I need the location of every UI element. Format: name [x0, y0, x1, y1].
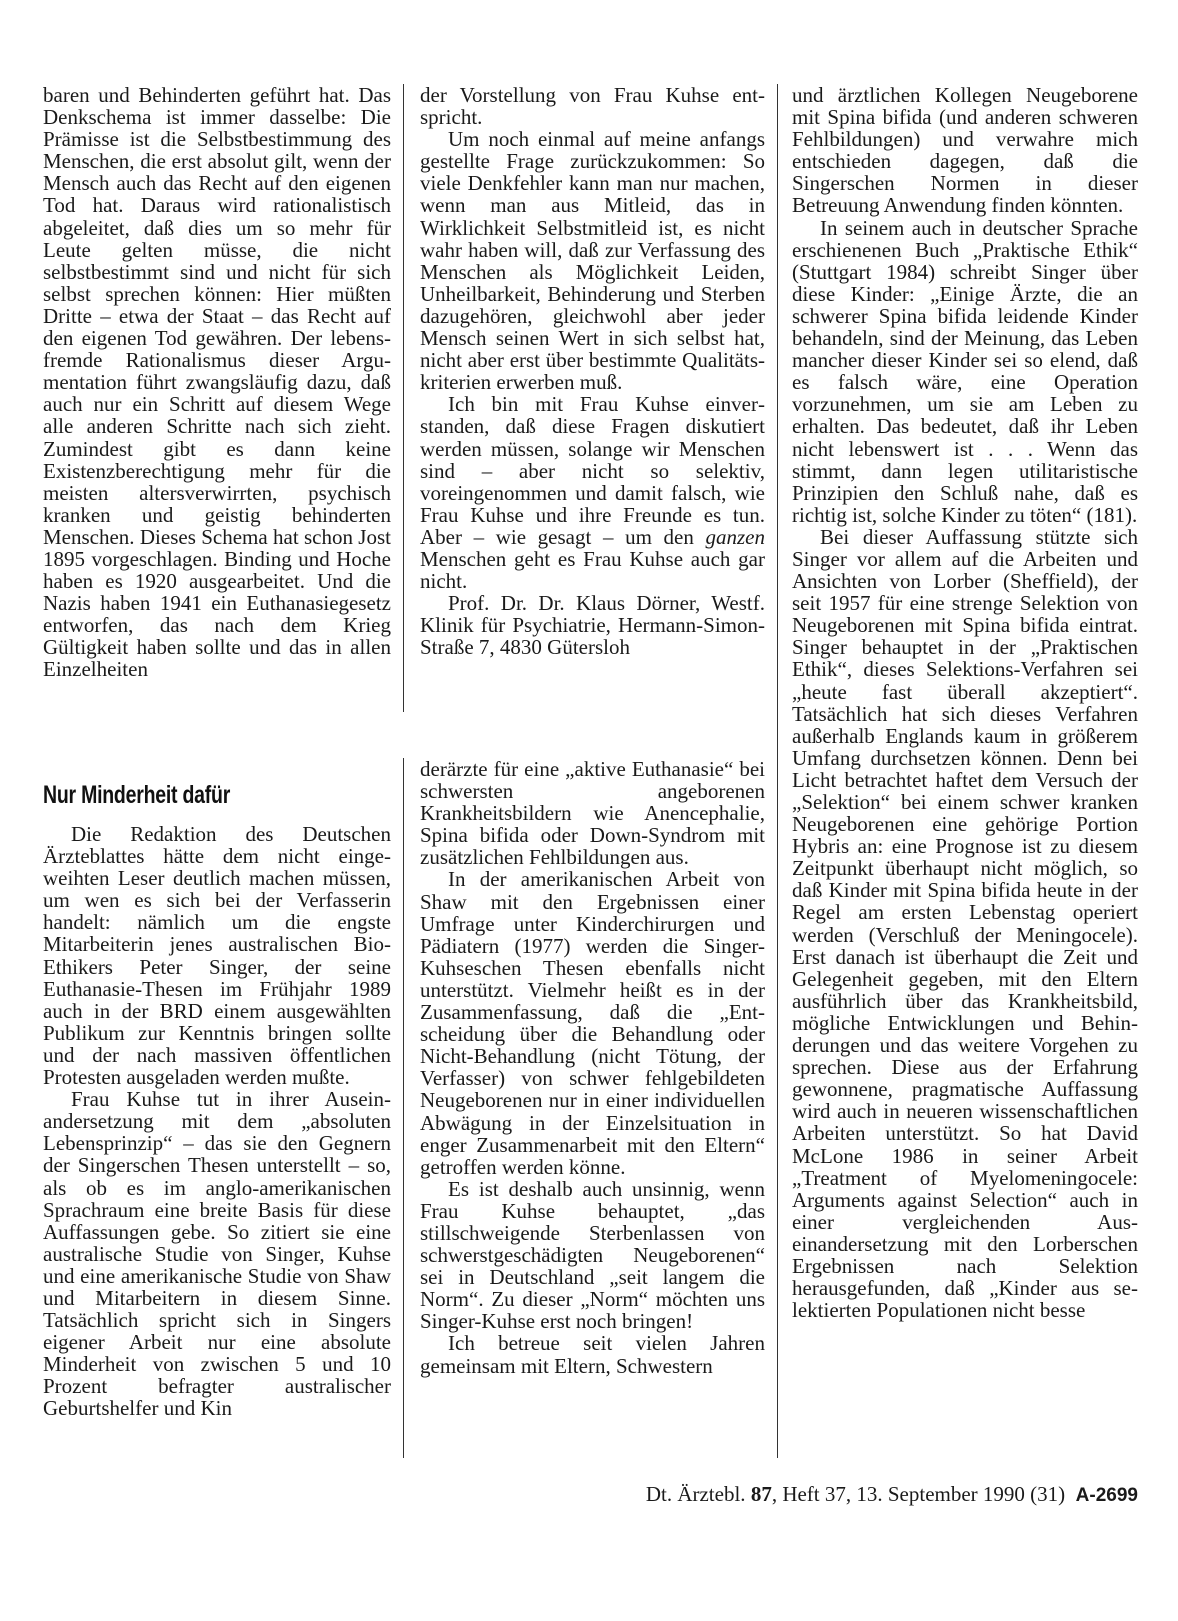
issue-date: , Heft 37, 13. September 1990 (31) [771, 1482, 1066, 1506]
page-number: A-2699 [1075, 1485, 1138, 1506]
column-1-top [43, 84, 391, 681]
paragraph: Es ist deshalb auch unsinnig, wenn Frau Kuhse behauptet, „das stillschweigende Sterbenlassen von schwerstgeschädigten Neugeborenen“ sei in Deutschland „seit langem die Norm“. Zu dieser „Norm“ möchten uns Singer-Kuhse erst noch bringen! [420, 1176, 765, 1334]
paragraph: Ich betreue seit vielen Jahren gemeinsam mit Eltern, Schwestern [420, 1331, 765, 1378]
column-rule [403, 84, 404, 712]
volume: 87 [750, 1482, 772, 1506]
paragraph: derärzte für eine „aktive Euthanasie“ bei schwersten angeborenen Krankheitsbildern wie Anencephalie, Spina bifida oder Down-Syndrom mit zusätzlichen Fehlbildungen aus. [420, 757, 765, 870]
paragraph-text: Menschen geht es Frau Kuhse auch gar nicht. [420, 546, 765, 594]
paragraph: baren und Behinderten geführt hat. Das Denkschema ist immer dasselbe: Die Prämisse ist die Selbstbestimmung des Menschen, die erst absolut gilt, wenn der Mensch auch das Recht auf den eigenen Tod hat. Daraus wird rationalistisch abgeleitet, daß dies um so mehr für Leute gelten müsse, die nicht selbstbestimmt sind und nicht für sich selbst sprechen können: Hier müßten Dritte – etwa der Staat – das Recht auf den eigenen Tod gewähren. Der lebensfremde Rationalismus dieser Argumentation führt zwangsläufig dazu, daß auch nur ein Schritt auf diesem Wege alle anderen Schritte nach sich zieht. Zumindest gibt es dann keine Existenzberechtigung mehr für die meisten altersverwirrten, psychisch kranken und geistig behinderten Menschen. Dieses Schema hat schon Jost 1895 vorgeschlagen. Binding und Hoche haben es 1920 ausgearbeitet. Und die Nazis haben 1941 ein Euthanasiegesetz entworfen, das nach dem Krieg Gültigkeit haben sollte und das in allen Einzelheiten [43, 83, 391, 682]
paragraph: der Vorstellung von Frau Kuhse entspricht. [420, 83, 765, 130]
paragraph: In seinem auch in deutscher Sprache erschienenen Buch „Praktische Ethik“ (Stuttgart 1984) schreibt Singer über diese Kinder: „Einige Ärzte, die an schwerer Spina bifida leidende Kinder behandeln, sind der Meinung, das Leben mancher dieser Kinder sei so elend, daß es falsch wäre, eine Operation vorzunehmen, um sie am Leben zu erhalten. Das bedeutet, daß ihr Leben nicht lebenswert ist . . . Wenn das stimmt, dann legen utilitaristische Prinzipien den Schluß nahe, daß es richtig ist, solche Kinder zu töten“ (181). [792, 215, 1138, 527]
paragraph: Um noch einmal auf meine anfangs gestellte Frage zurückzukommen: So viele Denkfehler kann man nur machen, wenn man aus Mitleid, das in Wirklichkeit Selbstmitleid ist, es nicht wahr haben will, daß zur Verfassung des Menschen als Möglichkeit Leiden, Unheilbarkeit, Behinderung und Sterben dazugehören, gleichwohl aber jeder Mensch seinen Wert in sich selbst hat, nicht aber erst über bestimmte Qualitätskriterien erwerben muß. [420, 127, 765, 395]
column-rule [403, 758, 404, 1458]
paragraph: In der amerikanischen Arbeit von Shaw mit den Ergebnissen einer Umfrage unter Kinderchirurgen und Pädiatern (1977) werden die Singer-Kuhseschen Thesen ebenfalls nicht unterstützt. Vielmehr heißt es in der Zusammenfassung, daß die „Entscheidung über die Behandlung oder Nicht-Behandlung (nicht Tötung, der Verfasser) von schwer fehlgebildeten Neugeborenen nur in einer individuellen Abwägung in der Einzelsituation in enger Zusammenarbeit mit den Eltern“ getroffen werden könne. [420, 867, 765, 1179]
column-1-bottom [43, 823, 391, 1420]
section-heading: Nur Minderheit dafür [43, 781, 231, 809]
column-rule [777, 84, 778, 1458]
signature: Prof. Dr. Dr. Klaus Dörner, Westf. Klinik für Psychiatrie, Hermann-Simon-Straße 7, 4830 Gütersloh [420, 591, 765, 660]
paragraph [420, 393, 765, 592]
journal-name: Dt. Ärztebl. [645, 1482, 746, 1506]
page-footer [600, 1482, 1138, 1508]
paragraph: Die Redaktion des Deutschen Ärzteblattes hätte dem nicht eingeweihten Leser deutlich machen müssen, um wen es sich bei der Verfasserin handelt: nämlich um die engste Mitarbeiterin jenes australischen Bio-Ethikers Peter Singer, der seine Euthanasie-Thesen im Frühjahr 1989 auch in der BRD einem ausgewählten Publikum zur Kenntnis bringen sollte und der nach massiven öffentlichen Protesten ausgeladen werden mußte. [43, 822, 391, 1090]
paragraph: Bei dieser Auffassung stützte sich Singer vor allem auf die Arbeiten und Ansichten von Lorber (Sheffield), der seit 1957 für eine strenge Selektion von Neugeborenen mit Spina bifida eintrat. Singer behauptet in der „Praktischen Ethik“, dieses Selektions-Verfahren sei „heute fast überall akzeptiert“. Tatsächlich hat sich dieses Verfahren außerhalb Englands kaum in größerem Umfang durchsetzen können. Denn bei Licht betrachtet haftet dem Versuch der „Selektion“ bei einem schwer kranken Neugeborenen eine gehörige Portion Hybris an: eine Prognose ist zu diesem Zeitpunkt überhaupt nicht möglich, so daß Kinder mit Spina bifida heute in der Regel am ersten Lebenstag operiert werden (Verschluß der Meningocele). Erst danach ist überhaupt die Zeit und Gelegenheit gegeben, mit den Eltern ausführlich über das Krankheitsbild, mögliche Entwicklungen und Behinderungen und das weitere Vorgehen zu sprechen. Diese aus der Erfahrung gewonnene, pragmatische Auffassung wird auch in neueren wissenschaftlichen Arbeiten unterstützt. So hat David McLone 1986 in seiner Arbeit „Treatment of Myelomeningocele: Arguments against Selection“ auch in einer vergleichenden Auseinandersetzung mit den Lorberschen Ergebnissen nach Selektion herausgefunden, daß „Kinder aus selektierten Populationen nicht besse [792, 524, 1138, 1323]
paragraph: und ärztlichen Kollegen Neugeborene mit Spina bifida (und anderen schweren Fehlbildungen) und verwahre mich entschieden dagegen, daß die Singerschen Normen in dieser Betreuung Anwendung finden könnten. [792, 83, 1138, 218]
paragraph-text: Ich bin mit Frau Kuhse einverstanden, daß diese Fragen diskutiert werden müssen, solange wir Menschen sind – aber nicht so selektiv, voreingenommen und damit falsch, wie Frau Kuhse und ihre Freunde es tun. Aber – wie gesagt – um den [420, 392, 765, 549]
column-2-bottom [420, 758, 765, 1377]
emphasis: ganzen [705, 524, 765, 549]
column-3 [792, 84, 1138, 1321]
column-2-top [420, 84, 765, 658]
paragraph: Frau Kuhse tut in ihrer Auseinandersetzung mit dem „absoluten Lebensprinzip“ – das sie den Gegnern der Singerschen Thesen unterstellt – so, als ob es im anglo-amerikanischen Sprachraum eine breite Basis für diese Auffassungen gebe. So zitiert sie eine australische Studie von Singer, Kuhse und eine amerikanische Studie von Shaw und Mitarbeitern in diesem Sinne. Tatsächlich spricht sich in Singers eigener Arbeit nur eine absolute Minderheit von zwischen 5 und 10 Prozent befragter australischer Geburtshelfer und Kin [43, 1087, 391, 1421]
